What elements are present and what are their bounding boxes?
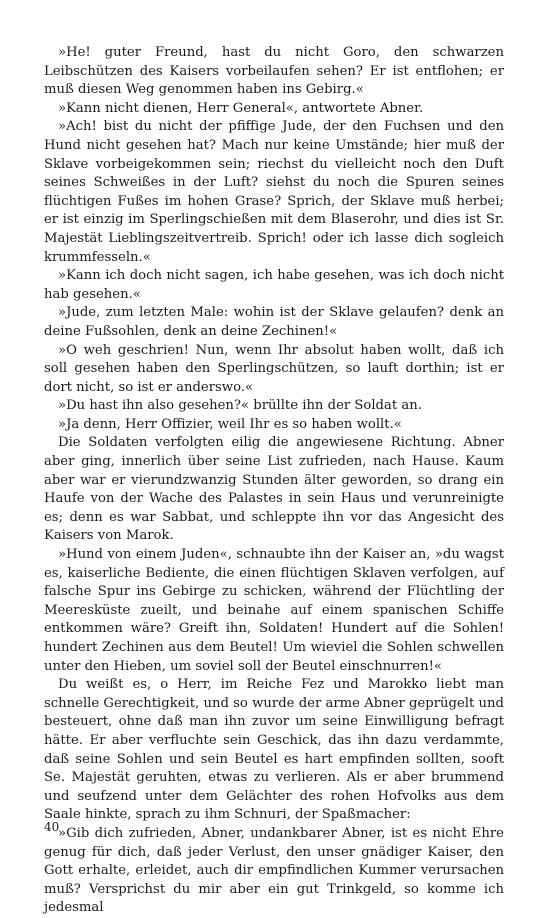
paragraph: »Ach! bist du nicht der pfiffige Jude, der den Fuchsen und den Hund nicht gesehen hat? Mach nur keine Umstände; hier muß der Sklave vorbeigekommen sein; riechst du vielleicht noch den Duft seines Schweißes in der Luft? siehst du noch die Spuren seines flüchtigen Fußes im hohen Grase? Sprich, der Sklave muß herbei; er ist einzig im Sperlingschießen mit dem Blaserohr, und dies ist Sr. Majestät Lieblingszeitvertreib. Sprich! oder ich lasse dich sogleich krummfesseln.« xyxy=(44,119,504,265)
paragraph: »O weh geschrien! Nun, wenn Ihr absolut haben wollt, daß ich soll gesehen haben den Sperlingschützen, so lauft dorthin; ist er dort nicht, so ist er anderswo.« xyxy=(44,342,504,395)
page-number: 40 xyxy=(44,820,60,834)
paragraph: »Gib dich zufrieden, Abner, undankbarer Abner, ist es nicht Ehre genug für dich, daß jeder Verlust, den unser gnädiger Kaiser, den Gott erhalte, erleidet, auch dir empfindlichen Kummer verursachen muß? Versprichst du mir aber ein gut Trinkgeld, so komme ich jedesmal xyxy=(44,825,504,916)
paragraph: »Kann ich doch nicht sagen, ich habe gesehen, was ich doch nicht hab gesehen.« xyxy=(44,268,504,302)
paragraph: »Hund von einem Juden«, schnaubte ihn der Kaiser an, »du wagst es, kaiserliche Bediente, die einen flüchtigen Sklaven verfolgen, auf falsche Spur ins Gebirge zu schicken, während der Flüchtling der Meeresküste zueilt, und beinahe auf einem spanischen Schiffe entkommen wäre? Greift ihn, Soldaten! Hundert auf die Sohlen! hundert Zechinen aus dem Beutel! Um wieviel die Sohlen schwellen unter den Hieben, um soviel soll der Beutel einschnurren!« xyxy=(44,547,504,674)
paragraph: »Ja denn, Herr Offizier, weil Ihr es so haben wollt.« xyxy=(58,416,402,432)
paragraph: »Kann nicht dienen, Herr General«, antwortete Abner. xyxy=(58,100,424,116)
paragraph: »Jude, zum letzten Male: wohin ist der Sklave gelaufen? denk an deine Fußsohlen, denk an deine Zechinen!« xyxy=(44,305,504,339)
paragraph: Die Soldaten verfolgten eilig die angewiesene Richtung. Abner aber ging, innerlich über seine List zufrieden, nach Hause. Kaum aber war er vierundzwanzig Stunden älter geworden, so drang ein Haufe von der Wache des Palastes in sein Haus und verunreinigte es; denn es war Sabbat, und schleppte ihn vor das Angesicht des Kaisers von Marok. xyxy=(44,435,504,544)
paragraph: »Du hast ihn also gesehen?« brüllte ihn der Soldat an. xyxy=(58,398,422,414)
paragraph: Du weißt es, o Herr, im Reiche Fez und Marokko liebt man schnelle Gerechtigkeit, und so wurde der arme Abner geprügelt und besteuert, ohne daß man ihn zuvor um seine Einwilligung befragt hätte. Er aber verfluchte sein Geschick, das ihn dazu verdammte, daß seine Sohlen und sein Beutel es hart empfinden sollten, sooft Se. Majestät geruhten, etwas zu verlieren. Als er aber brummend und seufzend unter dem Gelächter des rohen Hofvolks aus dem Saale hinkte, sprach zu ihm Schnuri, der Spaßmacher: xyxy=(44,677,504,823)
paragraph: »He! guter Freund, hast du nicht Goro, den schwarzen Leibschützen des Kaisers vorbeilaufen sehen? Er ist entflohen; er muß diesen Weg genommen haben ins Gebirg.« xyxy=(44,45,504,98)
page-body xyxy=(44,44,504,918)
